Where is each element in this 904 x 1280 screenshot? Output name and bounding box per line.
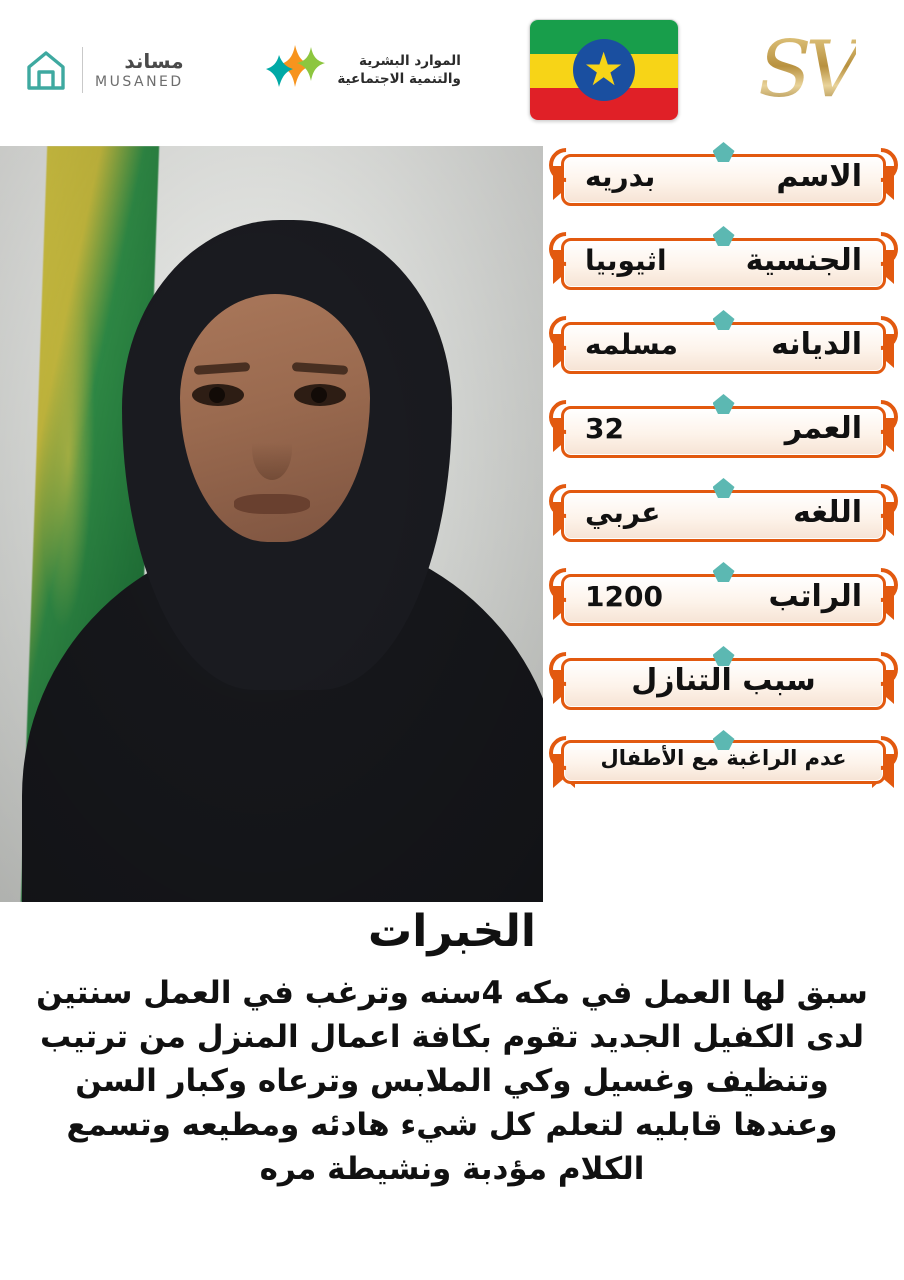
info-value: اثيوبيا [585,243,667,277]
info-row [551,579,896,614]
info-row [551,159,896,194]
info-value: 32 [585,411,624,445]
info-banner-name [551,140,896,212]
info-label: عدم الراغبة مع الأطفال [600,746,847,770]
hrsd-logo [265,41,475,99]
flag-star-icon: ★ [583,41,625,96]
info-banner-language [551,476,896,548]
ethiopia-flag-icon [529,19,679,121]
info-label: الاسم [776,158,862,194]
info-label: الراتب [768,578,862,614]
info-banner-religion [551,308,896,380]
agency-logo [732,11,882,129]
flag-disc [573,39,635,101]
musaned-logo [22,46,212,94]
info-row [551,495,896,530]
hrsd-line-1: الموارد البشرية [359,52,461,69]
musaned-english-text: MUSANED [95,73,184,90]
musaned-divider [82,47,83,93]
musaned-house-icon [22,46,70,94]
info-row [551,327,896,362]
info-banner-salary [551,560,896,632]
info-row [551,746,896,770]
info-value: عربي [585,495,661,529]
info-label: اللغه [793,494,862,530]
musaned-wordmark [95,49,184,92]
hrsd-wordmark [337,52,461,88]
hrsd-starburst-icon [265,41,327,99]
info-label: الجنسية [745,242,862,278]
experience-body: سبق لها العمل في مكه 4سنه وترغب في العمل سنتين لدى الكفيل الجديد تقوم بكافة اعمال المنزل من ترتيب وتنظيف وغسيل وكي الملابس وترعاه وكبار السن وعندها قابليه لتعلم كل شيء هادئه ومطيعه وتسمع الكلام مؤدبة ونشيطة مره [36,975,868,1188]
header-bar [0,0,904,140]
agency-logo-text: SV [758,25,856,115]
info-row [551,663,896,698]
info-banner-list [543,140,904,800]
experience-section [0,900,904,1191]
applicant-photo [0,146,543,902]
info-banner-age [551,392,896,464]
info-value: 1200 [585,579,663,613]
hrsd-line-2: والتنمية الاجتماعية [337,71,461,87]
info-label: العمر [784,410,862,446]
musaned-arabic-text: مساند [124,48,184,73]
experience-title: الخبرات [368,906,536,957]
info-value: بدريه [585,159,656,193]
info-value: مسلمه [585,327,679,361]
info-label: الديانه [771,326,862,362]
photo-vignette [0,146,543,902]
info-banner-transfer-reason-value [551,728,896,788]
info-row [551,243,896,278]
info-banner-transfer-reason [551,644,896,716]
info-row [551,411,896,446]
info-label: سبب التنازل [631,662,816,698]
info-banner-nationality [551,224,896,296]
